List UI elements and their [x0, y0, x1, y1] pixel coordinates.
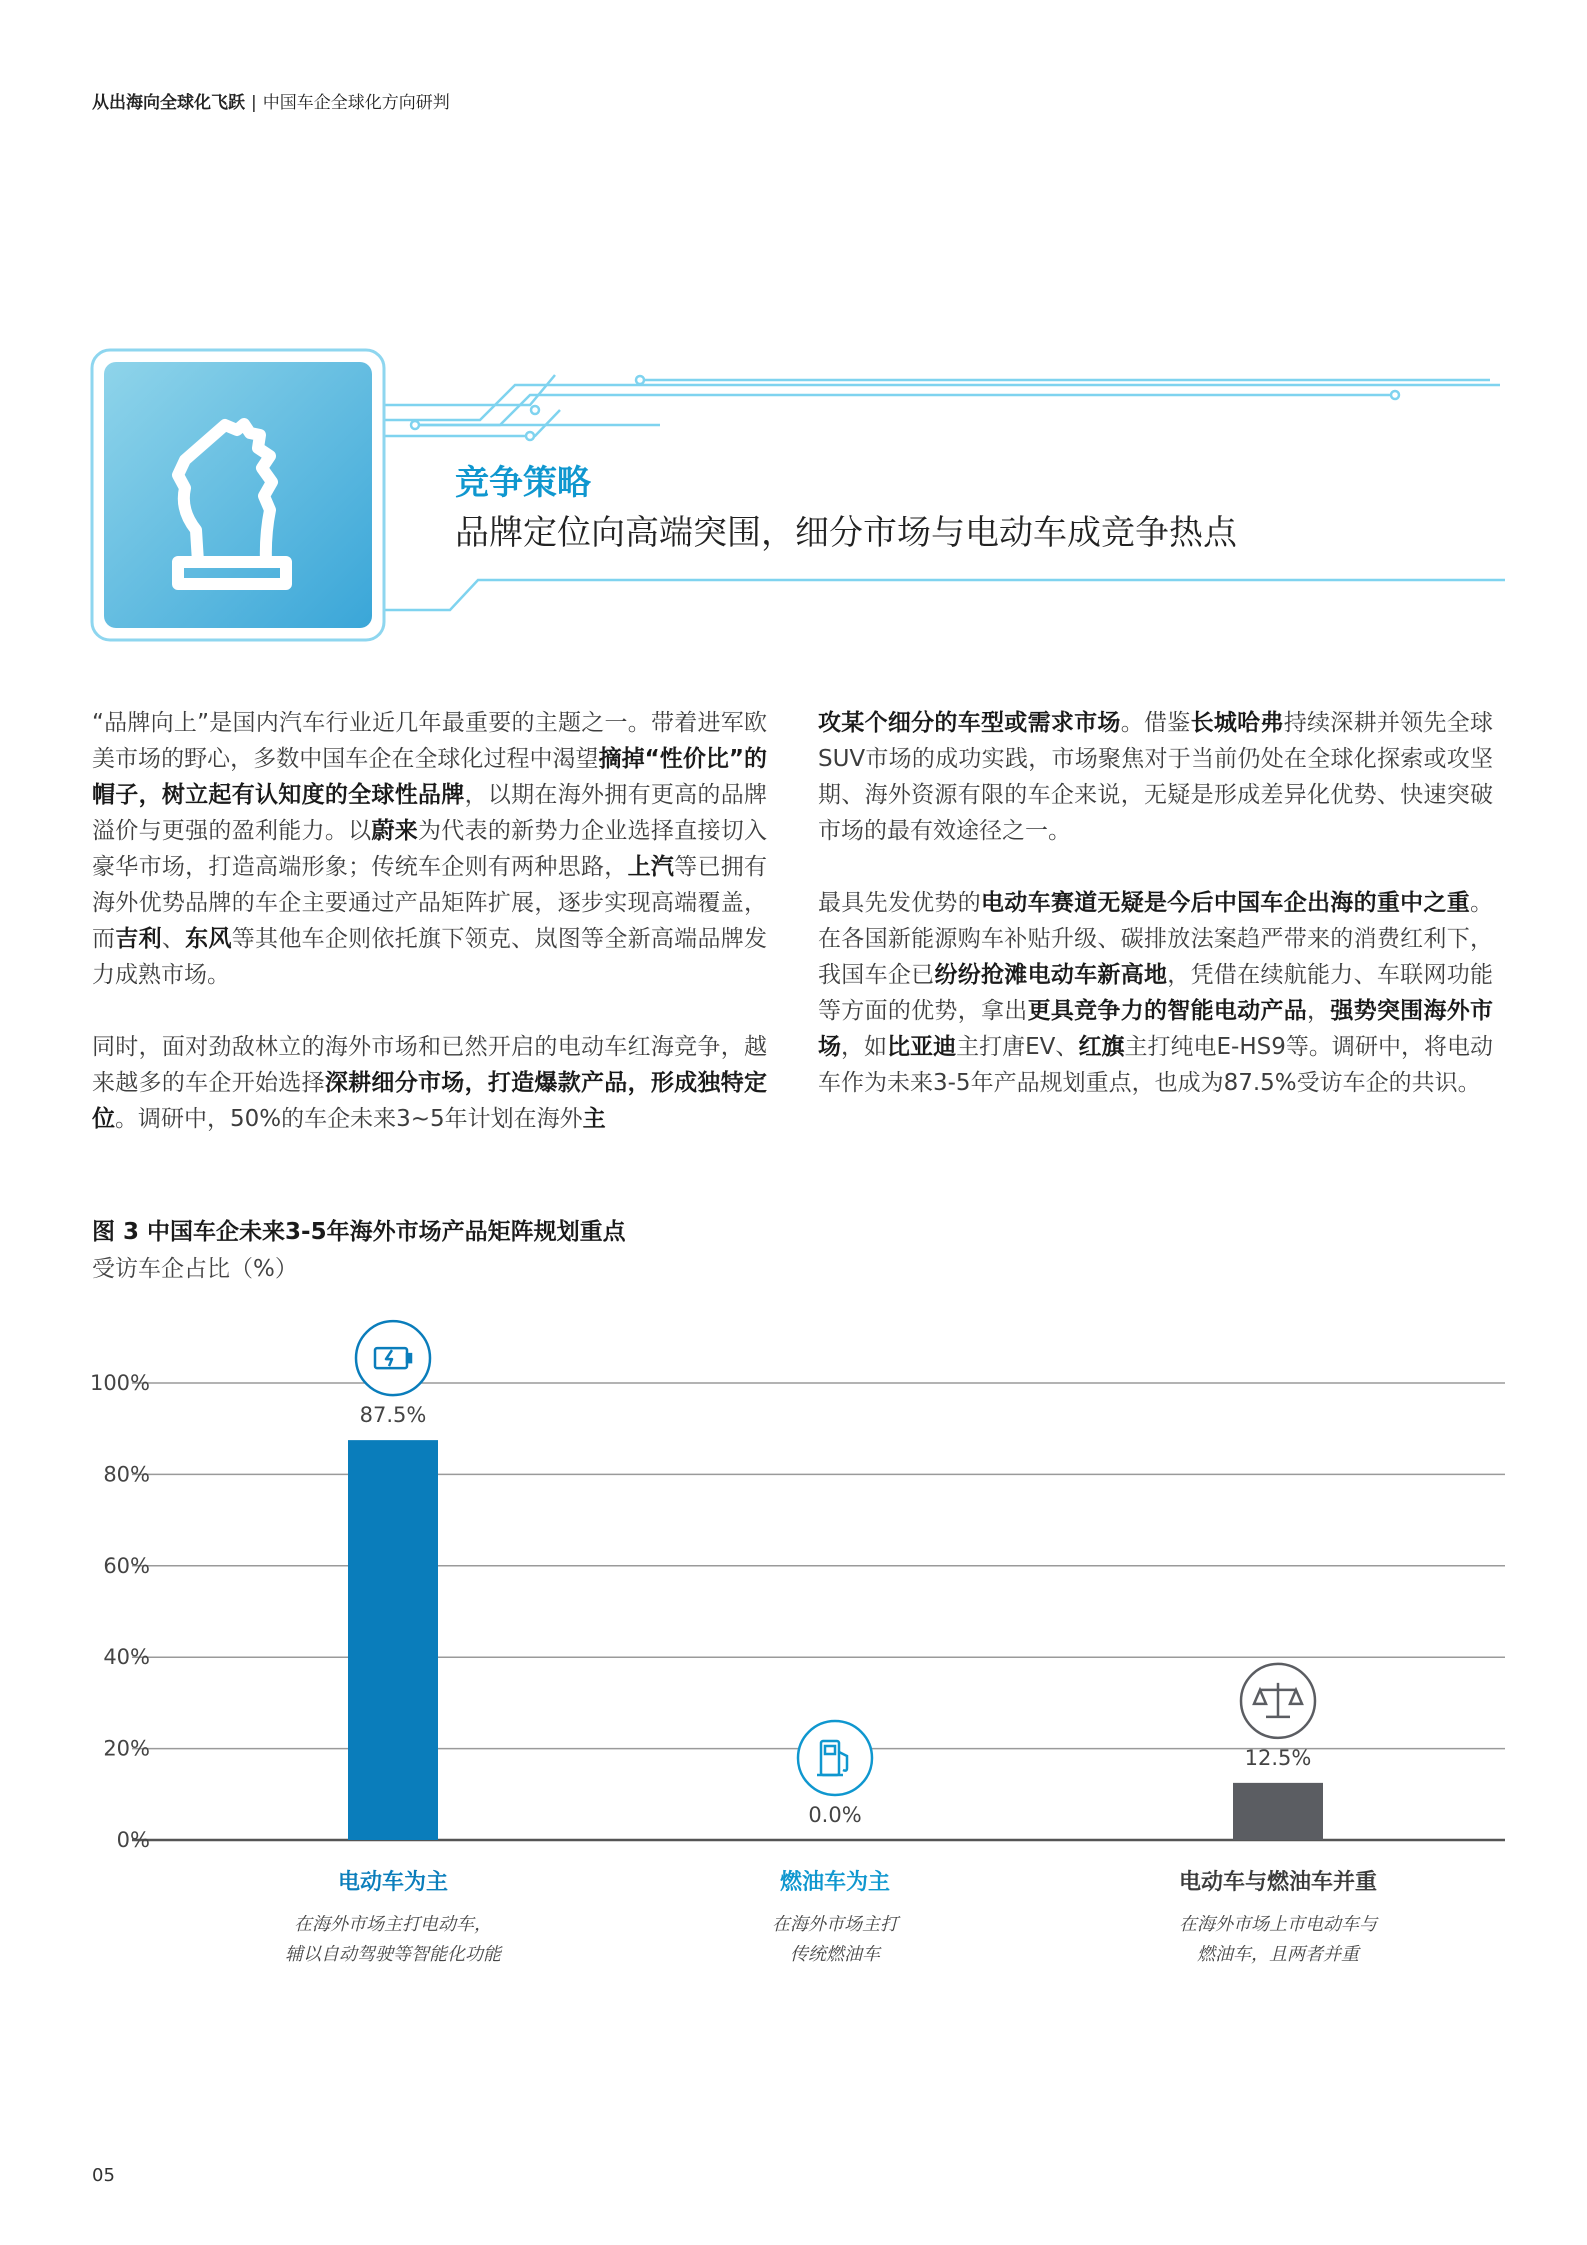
category-name: 电动车与燃油车并重 [1178, 1870, 1377, 1895]
data-label: 12.5% [1244, 1745, 1312, 1770]
text-run: 主打唐EV、 [956, 1034, 1079, 1060]
y-tick-label: 100% [89, 1371, 150, 1395]
bold-text: 摘掉“性价比”的帽子，树立起有认知度的全球性品牌 [92, 746, 768, 808]
header-separator: | [251, 93, 257, 113]
paragraph [92, 705, 767, 993]
category-name: 电动车为主 [337, 1870, 448, 1895]
bold-text: 东风 [185, 926, 232, 952]
y-tick-label: 20% [103, 1736, 150, 1761]
category-name: 燃油车为主 [779, 1870, 890, 1895]
data-label: 87.5% [359, 1403, 427, 1428]
figure-title: 图 3 中国车企未来3-5年海外市场产品矩阵规划重点 [92, 1219, 626, 1245]
description-line: 传统燃油车 [790, 1944, 880, 1965]
running-header [92, 88, 450, 113]
left-column [92, 705, 767, 1173]
right-column [818, 705, 1493, 1137]
bold-text: 更具竞争力的智能电动产品 [1027, 998, 1308, 1024]
y-tick-label: 80% [103, 1462, 150, 1487]
bold-text: 上汽 [627, 854, 675, 880]
bold-text: 深耕细分市场，打造爆款产品，形成独特定位 [92, 1070, 768, 1132]
bold-text: 强势突围海外市场 [818, 998, 1494, 1060]
text-run: “品牌向上”是国内汽车行业近几年最重要的主题之一。带着进军欧美市场的野心，多数中国车企在全球化过程中渴望 [92, 710, 767, 772]
text-run: ，凭借在续航能力、车联网功能等方面的优势，拿出 [818, 962, 1494, 1024]
report-title: 从出海向全球化飞跃 [92, 93, 245, 113]
section-subtitle: 品牌定位向高端突围，细分市场与电动车成竞争热点 [455, 513, 1237, 553]
text-run: 最具先发优势的 [818, 890, 981, 916]
text-run: ，如 [841, 1034, 888, 1060]
report-subtitle: 中国车企全球化方向研判 [262, 93, 450, 113]
text-run: ， [1307, 998, 1331, 1024]
text-run: 为代表的新势力企业选择直接切入豪华市场，打造高端形象；传统车企则有两种思路， [92, 818, 768, 880]
description-line: 在海外市场上市电动车与 [1179, 1914, 1377, 1935]
bold-text: 蔚来 [371, 818, 419, 844]
category-label [183, 1865, 603, 1970]
data-label: 0.0% [808, 1803, 862, 1827]
bar-chart [0, 1290, 1587, 1910]
text-run: 主打纯电E-HS9等。调研中，将电动车作为未来3-5年产品规划重点，也成为87.5%受访车企的共识。 [818, 1034, 1494, 1096]
description-line: 燃油车，且两者并重 [1197, 1944, 1359, 1965]
figure-y-label: 受访车企占比（%） [92, 1256, 298, 1282]
battery-charge-icon-ring [356, 1321, 430, 1395]
text-run: 、 [161, 926, 186, 952]
bold-text: 电动车赛道无疑是今后中国车企出海的重中之重 [981, 890, 1471, 916]
bold-text: 攻某个细分的车型或需求市场 [818, 710, 1121, 736]
text-run: 。调研中，50%的车企未来3~5年计划在海外 [115, 1106, 583, 1132]
page-number: 05 [92, 2165, 115, 2186]
bold-text: 主 [582, 1106, 606, 1132]
y-tick-label: 0% [116, 1828, 150, 1852]
bold-text: 比亚迪 [887, 1034, 957, 1060]
text-run: 同时，面对劲敌林立的海外市场和已然开启的电动车红海竞争，越来越多的车企开始选择 [92, 1034, 767, 1096]
bold-text: 纷纷抢滩电动车新高地 [934, 962, 1168, 988]
category-label [625, 1865, 1045, 1970]
section-banner [0, 340, 1587, 650]
bar [1233, 1783, 1323, 1840]
category-description [1068, 1910, 1488, 1970]
bold-text: 红旗 [1078, 1034, 1125, 1060]
y-tick-label: 40% [103, 1645, 150, 1670]
text-run: 。借鉴 [1120, 710, 1191, 736]
text-run: 。在各国新能源购车补贴升级、碳排放法案趋严带来的消费红利下，我国车企已 [818, 890, 1494, 988]
description-line: 辅以自动驾驶等智能化功能 [285, 1944, 501, 1965]
category-description [183, 1910, 603, 1970]
category-description [625, 1910, 1045, 1970]
text-run: 等其他车企则依托旗下领克、岚图等全新高端品牌发力成熟市场。 [92, 926, 768, 988]
text-run: ，以期在海外拥有更高的品牌溢价与更强的盈利能力。以 [92, 782, 768, 844]
paragraph [818, 885, 1493, 1101]
category-label [1068, 1865, 1488, 1970]
text-run: 等已拥有海外优势品牌的车企主要通过产品矩阵扩展，逐步实现高端覆盖，而 [92, 854, 768, 952]
y-tick-label: 60% [103, 1553, 150, 1578]
description-line: 在海外市场主打 [772, 1914, 898, 1935]
paragraph [92, 1029, 767, 1137]
bold-text: 吉利 [115, 926, 162, 952]
text-run: 持续深耕并领先全球SUV市场的成功实践，市场聚焦对于当前仍处在全球化探索或攻坚期、海外资源有限的车企来说，无疑是形成差异化优势、快速突破市场的最有效途径之一。 [818, 710, 1494, 844]
fuel-pump-icon-ring [798, 1721, 872, 1795]
bold-text: 长城哈弗 [1190, 710, 1284, 736]
section-title: 竞争策略 [455, 463, 591, 503]
bar [348, 1440, 438, 1840]
paragraph [818, 705, 1493, 849]
description-line: 在海外市场主打电动车， [294, 1914, 492, 1935]
